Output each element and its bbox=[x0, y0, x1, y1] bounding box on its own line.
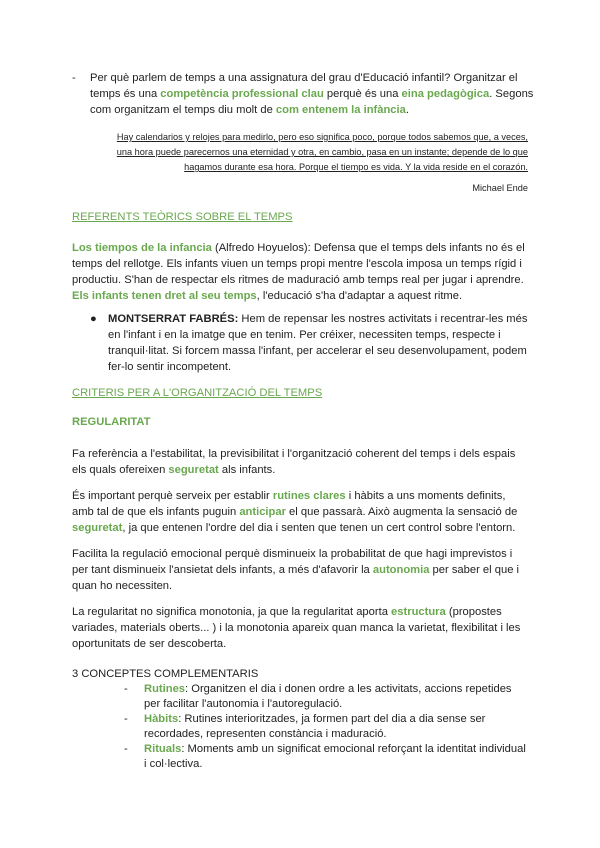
paragraph-text: (propostes variades, materials oberts... ) i la monotonia apareix quan manca la varietat, flexibilitat i les oportunitats de ser descoberta. bbox=[72, 606, 521, 650]
paragraph-text: , l'educació s'ha d'adaptar a aquest ritme. bbox=[256, 290, 463, 302]
highlight-term: anticipar bbox=[239, 506, 286, 518]
intro-text: . bbox=[405, 104, 409, 116]
highlight-term: com entenem la infància bbox=[275, 104, 406, 116]
highlight-term: seguretat bbox=[72, 522, 123, 534]
list-dash: - bbox=[124, 743, 128, 755]
quote-line: una hora puede parecernos una eternidad y otra, en cambio, pasa en un instante; depende de lo que bbox=[116, 147, 528, 157]
list-dash: - bbox=[124, 713, 128, 725]
concept-item-rituals bbox=[124, 742, 528, 772]
concept-item-habits bbox=[124, 712, 528, 742]
paragraph-text: per saber el que i quan ho necessiten. bbox=[72, 564, 520, 592]
concept-text: : Moments amb un significat emocional reforçant la identitat individual i col·lectiva. bbox=[144, 743, 526, 770]
highlight-term: rutines clares bbox=[272, 490, 346, 502]
intro-text: Per què parlem de temps a una assignatura del grau d'Educació infantil? Organitzar el temps és una bbox=[90, 72, 518, 100]
list-dash: - bbox=[124, 683, 128, 695]
concept-term: Hàbits bbox=[144, 713, 179, 725]
bullet-name: MONTSERRAT FABRÉS: bbox=[108, 313, 239, 325]
concept-text: : Organitzen el dia i donen ordre a les activitats, accions repetides per facilitar l'autonomia i l'autoregulació. bbox=[144, 683, 512, 710]
paragraph-regulacio bbox=[72, 546, 528, 594]
concept-term: Rutines bbox=[144, 683, 186, 695]
highlight-term: eina pedagògica bbox=[401, 88, 490, 100]
concept-term: Rituals bbox=[144, 743, 182, 755]
subsection-title-regularitat: REGULARITAT bbox=[72, 416, 151, 428]
highlight-term: competència professional clau bbox=[160, 88, 324, 100]
paragraph-hoyuelos bbox=[72, 240, 528, 304]
bullet-text: Hem de repensar les nostres activitats i recentrar-les més en l'infant i en la imatge que en tenim. Per créixer, necessiten temps, respecte i tranquil·litat. Si forcem massa l'infant, per accelerar el seu desenvolupament, podem fer-lo sentir incompetent. bbox=[108, 313, 528, 373]
intro-paragraph bbox=[72, 70, 540, 118]
quote-line: hagamos durante esa hora. Porque el tiempo es vida. Y la vida reside en el corazón. bbox=[184, 162, 528, 172]
paragraph-text: als infants. bbox=[218, 464, 276, 476]
paragraph-text: Facilita la regulació emocional perquè disminueix la probabilitat de que hagi imprevistos i per tant disminueix l'ansietat dels infants, a més d'afavorir la bbox=[72, 548, 513, 576]
paragraph-text: Fa referència a l'estabilitat, la previsibilitat i l'organització coherent del temps i dels espais els quals ofereixen bbox=[72, 448, 516, 476]
quote-block bbox=[74, 130, 528, 175]
concept-text: : Rutines interioritzades, ja formen part del dia a dia sense ser recordades, representen constància i maduració. bbox=[144, 713, 486, 740]
quote-line: Hay calendarios y relojes para medirlo, pero eso significa poco, porque todos sabemos que, a veces, bbox=[116, 132, 528, 142]
concepts-title: 3 CONCEPTES COMPLEMENTARIS bbox=[72, 668, 259, 680]
paragraph-text: i hàbits a uns moments definits, amb tal de que els infants puguin bbox=[72, 490, 506, 518]
highlight-term: Els infants tenen dret al seu temps bbox=[72, 290, 257, 302]
highlight-term: autonomia bbox=[372, 564, 430, 576]
bullet-dot: ● bbox=[90, 313, 97, 325]
section-title-referents: REFERENTS TEÒRICS SOBRE EL TEMPS bbox=[72, 211, 293, 223]
paragraph-text: (Alfredo Hoyuelos): Defensa que el temps dels infants no és el temps del rellotge. Els infants viuen un temps propi mentre l'escola imposa un temps rígid i productiu. S'han de respectar els ritmes de maduració amb temps real per jugar i aprendre. bbox=[72, 242, 525, 286]
highlight-term: estructura bbox=[391, 606, 446, 618]
paragraph-important bbox=[72, 488, 528, 536]
paragraph-estabilitat bbox=[72, 446, 528, 478]
list-dash: - bbox=[72, 72, 76, 84]
paragraph-text: , ja que entenen l'ordre del dia i senten que tenen un cert control sobre l'entorn. bbox=[122, 522, 516, 534]
paragraph-text: És important perquè serveix per establir bbox=[72, 490, 273, 502]
concept-item-rutines bbox=[124, 682, 528, 712]
highlight-term: seguretat bbox=[168, 464, 219, 476]
intro-text: perquè és una bbox=[323, 88, 402, 100]
intro-text: . Segons com organitzam el temps diu molt de bbox=[90, 88, 534, 116]
highlight-term: Los tiempos de la infancia bbox=[72, 242, 212, 254]
paragraph-monotonia bbox=[72, 604, 528, 652]
paragraph-text: La regularitat no significa monotonia, ja que la regularitat aporta bbox=[72, 606, 392, 618]
bullet-fabres bbox=[90, 311, 528, 375]
section-title-criteris: CRITERIS PER A L'ORGANITZACIÓ DEL TEMPS bbox=[72, 387, 323, 399]
paragraph-text: el que passarà. Això augmenta la sensació de bbox=[285, 506, 518, 518]
quote-author: Michael Ende bbox=[472, 183, 528, 193]
